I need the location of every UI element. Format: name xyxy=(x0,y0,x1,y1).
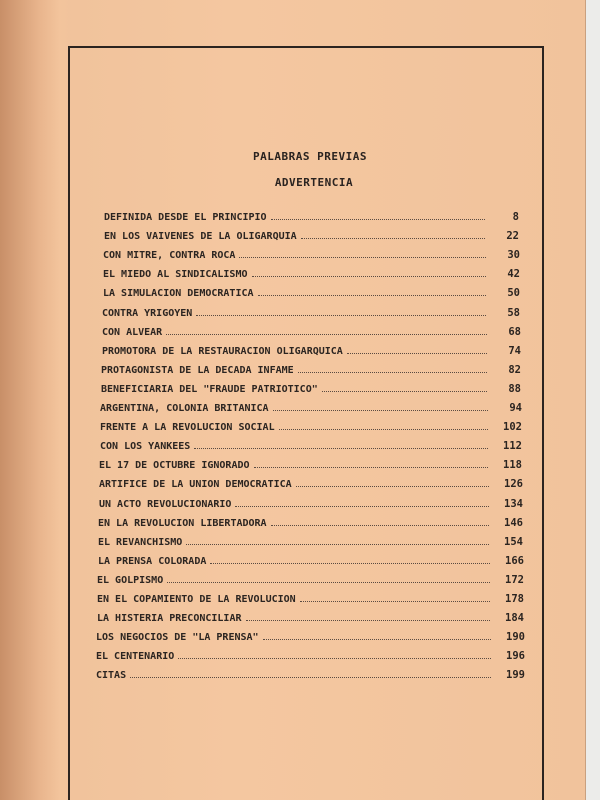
toc-entry-title: CON MITRE, CONTRA ROCA xyxy=(103,250,236,262)
toc-entry-page-number: 68 xyxy=(508,325,521,338)
toc-entry-page-number: 74 xyxy=(508,344,521,357)
toc-entry xyxy=(102,326,521,342)
toc-entry-page-number: 82 xyxy=(508,363,521,376)
toc-entry-leader-dots xyxy=(279,421,488,430)
toc-entry xyxy=(104,230,519,246)
toc-entry xyxy=(96,669,525,685)
toc-entry-title: UN ACTO REVOLUCIONARIO xyxy=(99,498,232,510)
toc-entry-leader-dots xyxy=(235,498,489,507)
toc-entry xyxy=(99,478,523,494)
toc-entry xyxy=(100,440,522,456)
toc-entry xyxy=(103,249,520,265)
toc-entry-page-number: 196 xyxy=(506,650,525,663)
toc-entry-leader-dots xyxy=(166,326,487,335)
toc-entry xyxy=(97,612,524,628)
toc-entry-title: LA HISTERIA PRECONCILIAR xyxy=(97,613,242,625)
toc-entry-leader-dots xyxy=(298,364,487,373)
toc-entry-title: CON ALVEAR xyxy=(102,326,163,338)
toc-entry-leader-dots xyxy=(271,211,485,220)
toc-entry xyxy=(100,402,522,418)
toc-entry-page-number: 22 xyxy=(506,230,519,243)
toc-entry-page-number: 30 xyxy=(507,249,520,262)
toc-entry xyxy=(97,574,524,590)
toc-entry-leader-dots xyxy=(273,402,488,411)
toc-entry-title: PROMOTORA DE LA RESTAURACION OLIGARQUICA xyxy=(102,345,343,357)
toc-entry-title: LOS NEGOCIOS DE "LA PRENSA" xyxy=(96,632,259,644)
toc-entry-leader-dots xyxy=(322,383,487,392)
toc-entry-title: EN LOS VAIVENES DE LA OLIGARQUIA xyxy=(104,231,297,243)
toc-entry-title: BENEFICIARIA DEL "FRAUDE PATRIOTICO" xyxy=(101,383,318,395)
toc-entry xyxy=(100,421,522,437)
toc-entry-page-number: 146 xyxy=(504,516,523,529)
toc-entry xyxy=(102,307,520,323)
toc-entry-leader-dots xyxy=(239,249,486,258)
toc-entry-leader-dots xyxy=(196,307,486,316)
toc-entry-leader-dots xyxy=(178,650,491,659)
toc-entry-leader-dots xyxy=(301,230,485,239)
toc-entry-title: EL MIEDO AL SINDICALISMO xyxy=(103,269,248,281)
toc-entry-page-number: 178 xyxy=(505,593,524,605)
toc-entry xyxy=(96,650,525,666)
toc-entry-title: EL CENTENARIO xyxy=(96,651,175,663)
toc-entry-page-number: 184 xyxy=(505,612,524,625)
toc-entry-page-number: 112 xyxy=(503,440,522,453)
toc-entry-leader-dots xyxy=(258,287,486,296)
toc-entry-title: EL 17 DE OCTUBRE IGNORADO xyxy=(99,460,250,472)
toc-entry-page-number: 166 xyxy=(505,554,524,567)
toc-entry-leader-dots xyxy=(271,517,489,526)
toc-entry-page-number: 58 xyxy=(507,306,520,319)
toc-entry xyxy=(104,211,519,227)
toc-entry-page-number: 102 xyxy=(503,421,522,434)
toc-entry-page-number: 42 xyxy=(507,268,520,281)
toc-entry-leader-dots xyxy=(254,459,488,468)
toc-entry-title: ARGENTINA, COLONIA BRITANICA xyxy=(100,403,269,414)
toc-entry xyxy=(98,555,524,571)
toc-entry-leader-dots xyxy=(263,631,491,640)
toc-entry-title: DEFINIDA DESDE EL PRINCIPIO xyxy=(104,212,267,223)
toc-entry-title: CONTRA YRIGOYEN xyxy=(102,307,193,319)
toc-entry xyxy=(98,536,523,552)
toc-entry-page-number: 94 xyxy=(509,402,522,414)
toc-entry-page-number: 50 xyxy=(507,287,520,300)
toc-entry xyxy=(101,364,521,380)
heading-advertencia: ADVERTENCIA xyxy=(274,176,354,189)
toc-entry-page-number: 118 xyxy=(503,459,522,472)
toc-entry xyxy=(98,517,523,533)
toc-entry-leader-dots xyxy=(252,268,487,277)
toc-entry-leader-dots xyxy=(296,478,489,487)
toc-entry xyxy=(101,383,521,399)
toc-entry-leader-dots xyxy=(167,574,490,583)
toc-entry-title: EN EL COPAMIENTO DE LA REVOLUCION xyxy=(97,594,296,605)
toc-entry-leader-dots xyxy=(186,536,489,545)
toc-entry-page-number: 199 xyxy=(506,669,525,682)
toc-entry-page-number: 134 xyxy=(504,497,523,510)
toc-entry-page-number: 126 xyxy=(504,478,523,491)
toc-entry-title: CITAS xyxy=(96,670,127,682)
toc-entry-leader-dots xyxy=(194,440,488,449)
toc-entry-title: LA PRENSA COLORADA xyxy=(98,555,207,567)
toc-entry xyxy=(103,268,520,284)
toc-entry-title: CON LOS YANKEES xyxy=(100,441,191,453)
toc-entry-page-number: 88 xyxy=(508,382,521,395)
toc-entry-title: ARTIFICE DE LA UNION DEMOCRATICA xyxy=(99,479,292,491)
toc-entry-page-number: 154 xyxy=(504,535,523,548)
toc-entry-title: FRENTE A LA REVOLUCION SOCIAL xyxy=(100,422,275,434)
toc-entry-title: EN LA REVOLUCION LIBERTADORA xyxy=(98,517,267,529)
heading-palabras-previas: PALABRAS PREVIAS xyxy=(253,150,367,163)
toc-entry-page-number: 190 xyxy=(506,631,525,644)
toc-entry-leader-dots xyxy=(347,345,487,354)
toc-entry xyxy=(96,631,525,647)
toc-entry xyxy=(103,287,520,303)
toc-entry xyxy=(102,345,521,361)
toc-entry-leader-dots xyxy=(210,555,490,564)
toc-entry xyxy=(99,498,523,514)
toc-entry-page-number: 8 xyxy=(512,211,519,223)
toc-entry-page-number: 172 xyxy=(505,573,524,586)
toc-entry-leader-dots xyxy=(246,612,491,621)
toc-entry-title: LA SIMULACION DEMOCRATICA xyxy=(103,288,254,300)
toc-entry-title: PROTAGONISTA DE LA DECADA INFAME xyxy=(101,364,294,376)
toc-entry-title: EL GOLPISMO xyxy=(97,574,164,586)
toc-entry-leader-dots xyxy=(300,593,490,602)
toc-entry xyxy=(97,593,524,609)
toc-entry xyxy=(99,459,522,475)
toc-entry-leader-dots xyxy=(130,669,491,678)
toc-entry-title: EL REVANCHISMO xyxy=(98,536,183,548)
